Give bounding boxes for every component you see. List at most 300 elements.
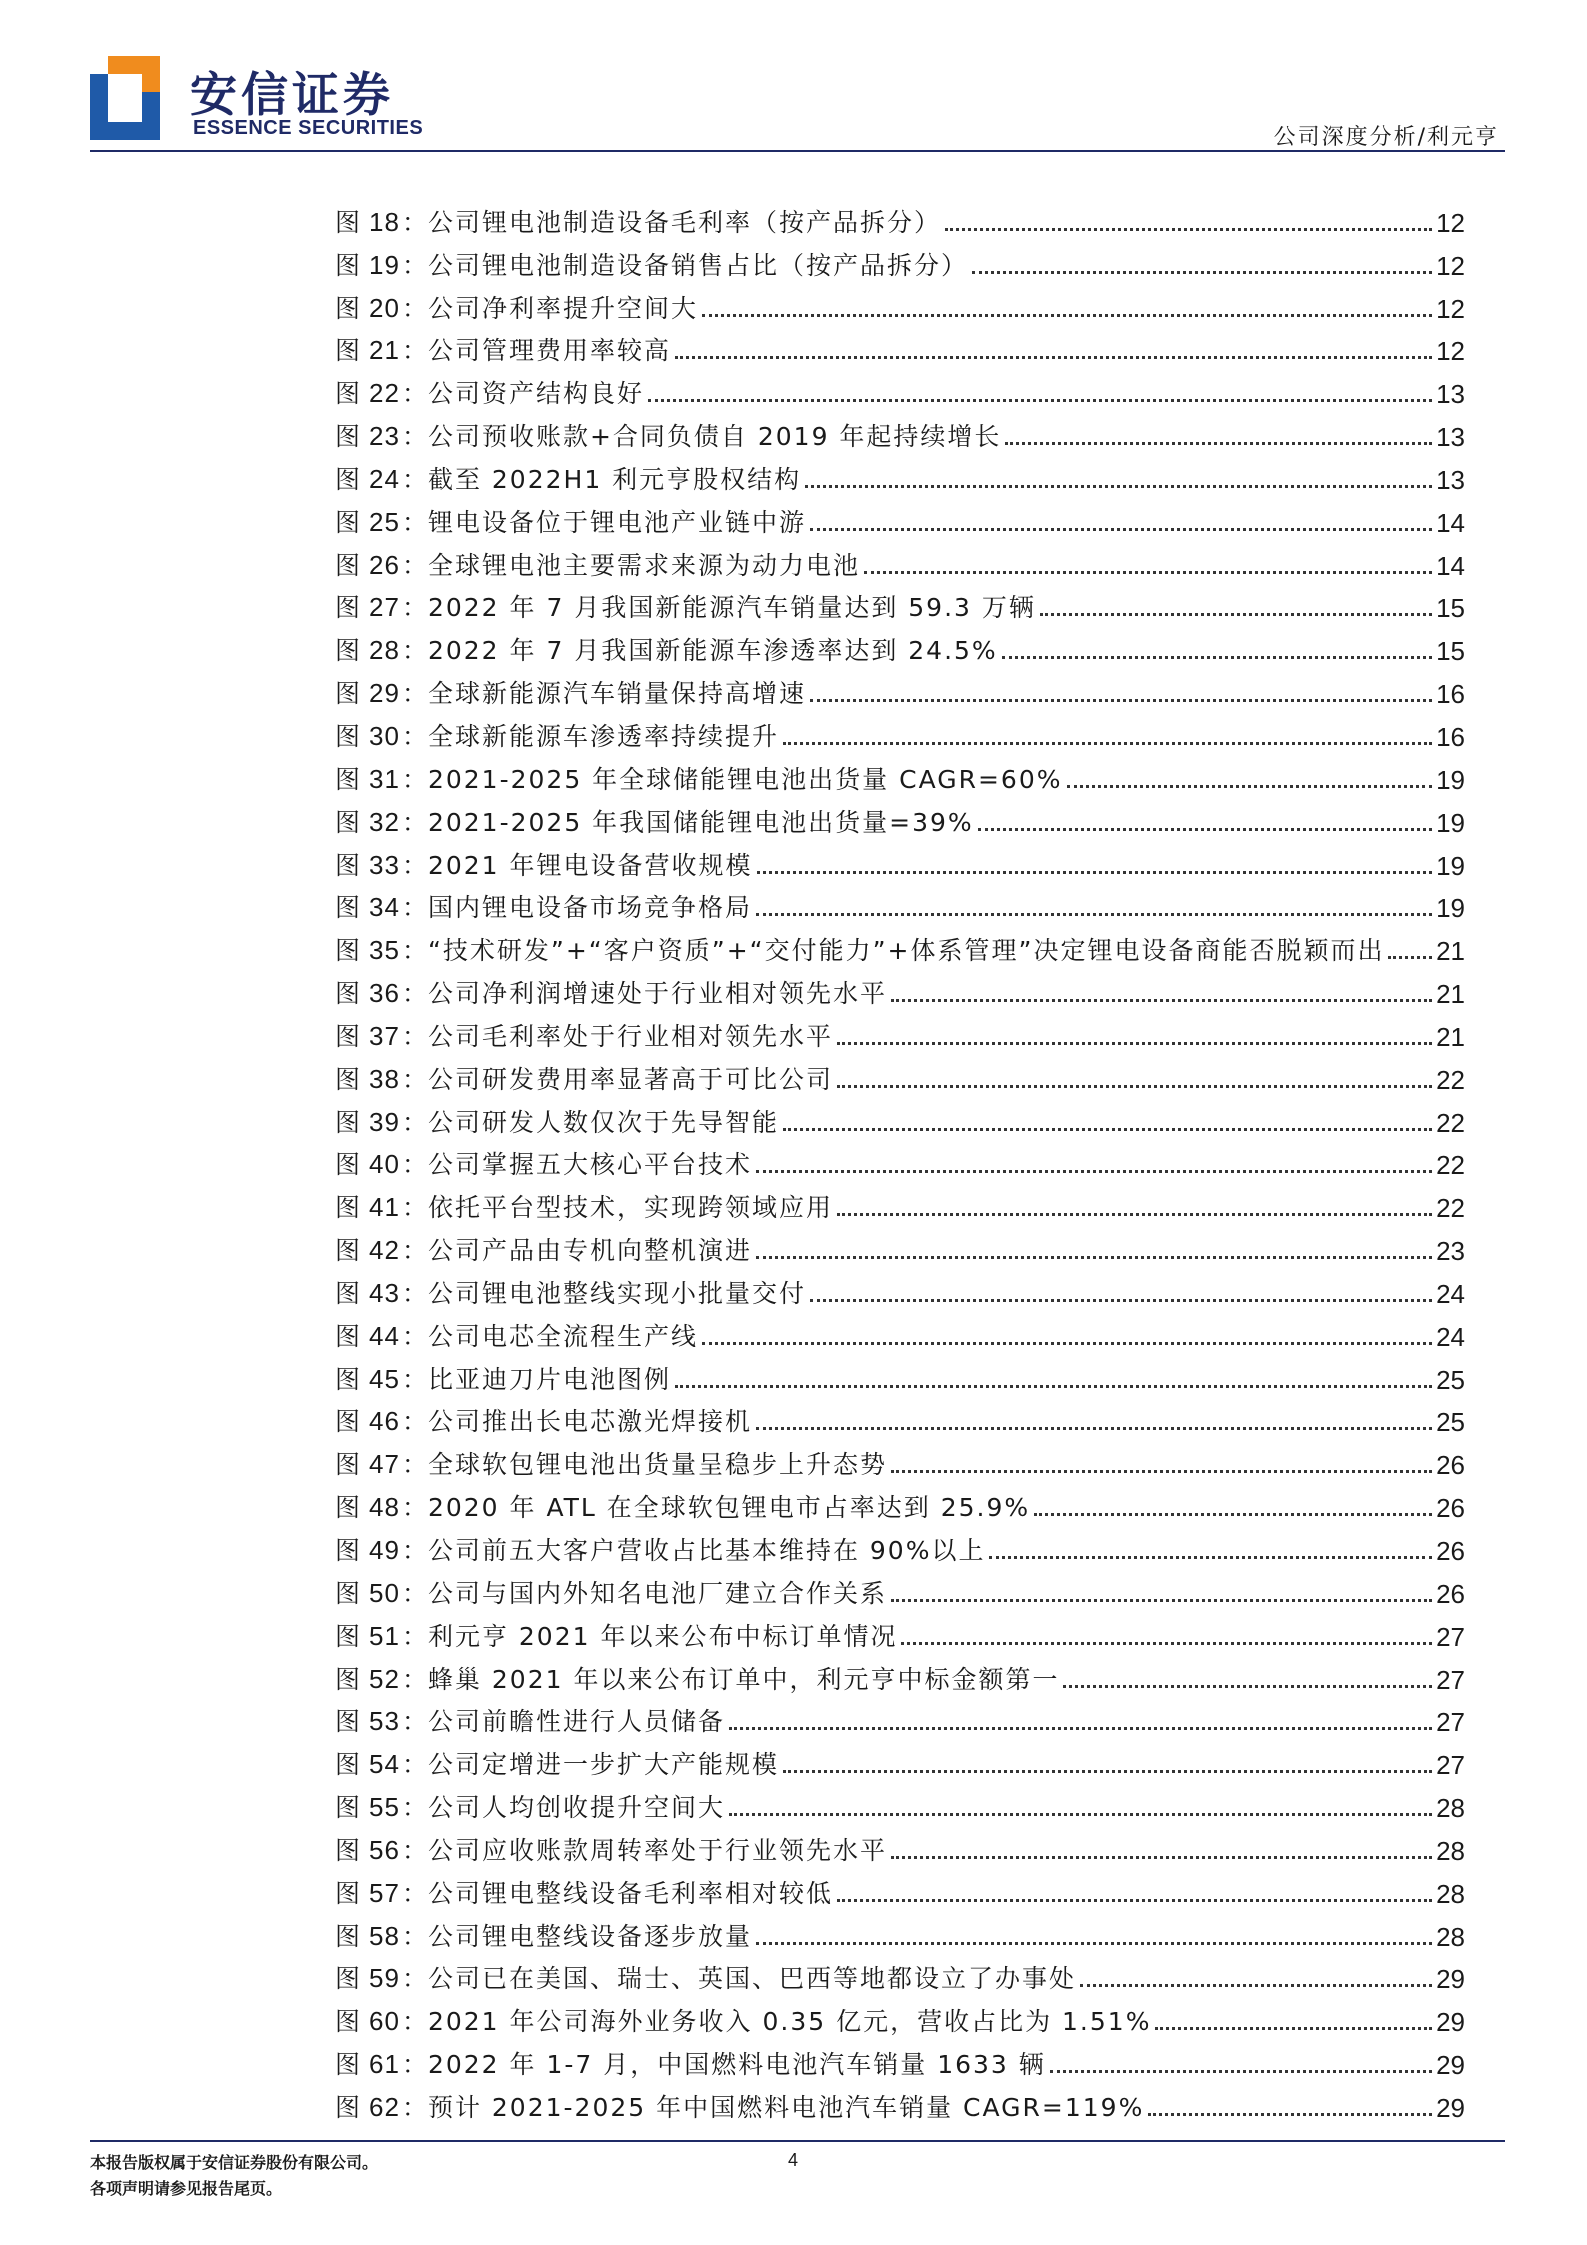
toc-figure-prefix: 图 xyxy=(335,893,362,923)
toc-title: 公司应收账款周转率处于行业领先水平 xyxy=(427,1835,887,1865)
toc-page-number: 16 xyxy=(1436,679,1465,710)
toc-figure-num: 44 xyxy=(369,1320,400,1351)
toc-figure-number xyxy=(335,1878,428,1909)
toc-page-number: 19 xyxy=(1436,893,1465,924)
toc-dot-leader xyxy=(972,271,1432,274)
toc-figure-num: 36 xyxy=(369,978,400,1009)
toc-figure-prefix: 图 xyxy=(335,2050,362,2080)
toc-figure-prefix: 图 xyxy=(335,2007,362,2037)
toc-dot-leader xyxy=(810,1299,1432,1302)
toc-title: 公司推出长电芯激光焊接机 xyxy=(427,1407,752,1437)
toc-dot-leader xyxy=(1148,2113,1432,2116)
toc-page-number: 12 xyxy=(1436,250,1465,281)
disclaimer-notice: 各项声明请参见报告尾页。 xyxy=(90,2179,283,2198)
toc-title: 公司研发人数仅次于先导智能 xyxy=(427,1107,779,1137)
toc-figure-number xyxy=(335,378,428,409)
toc-figure-prefix: 图 xyxy=(335,422,362,452)
toc-figure-number xyxy=(335,1107,428,1138)
toc-figure-num: 29 xyxy=(369,678,400,709)
toc-dot-leader xyxy=(891,1856,1432,1859)
toc-separator: ： xyxy=(401,507,428,537)
toc-separator: ： xyxy=(401,1193,428,1223)
toc-separator: ： xyxy=(401,936,428,966)
toc-separator: ： xyxy=(401,1407,428,1437)
toc-page-number: 19 xyxy=(1436,807,1465,838)
toc-title: 公司毛利率处于行业相对领先水平 xyxy=(427,1021,833,1051)
toc-figure-num: 55 xyxy=(369,1792,400,1823)
toc-figure-num: 58 xyxy=(369,1920,400,1951)
toc-entry[interactable] xyxy=(335,238,1465,281)
toc-separator: ： xyxy=(401,2092,428,2122)
toc-figure-num: 57 xyxy=(369,1877,400,1908)
toc-page-number: 14 xyxy=(1436,507,1465,538)
toc-separator: ： xyxy=(401,850,428,880)
toc-figure-num: 45 xyxy=(369,1363,400,1394)
toc-figure-prefix: 图 xyxy=(335,379,362,409)
toc-page-number: 19 xyxy=(1436,764,1465,795)
toc-separator: ： xyxy=(401,1578,428,1608)
toc-entry[interactable] xyxy=(335,281,1465,324)
toc-figure-prefix: 图 xyxy=(335,1835,362,1865)
toc-title: 2022 年 7 月我国新能源车渗透率达到 24.5% xyxy=(427,636,998,666)
toc-dot-leader xyxy=(757,871,1433,874)
toc-entry[interactable] xyxy=(335,1138,1465,1181)
toc-figure-prefix: 图 xyxy=(335,250,362,280)
toc-figure-number xyxy=(335,1578,428,1609)
toc-page-number: 13 xyxy=(1436,422,1465,453)
toc-separator: ： xyxy=(401,1707,428,1737)
toc-entry[interactable] xyxy=(335,1952,1465,1995)
toc-separator: ： xyxy=(401,1921,428,1951)
toc-figure-number xyxy=(335,250,428,281)
toc-title: 2021-2025 年我国储能锂电池出货量=39% xyxy=(427,807,974,837)
toc-figure-prefix: 图 xyxy=(335,1321,362,1351)
toc-separator: ： xyxy=(401,764,428,794)
toc-entry[interactable] xyxy=(335,1609,1465,1652)
toc-figure-prefix: 图 xyxy=(335,1964,362,1994)
toc-separator: ： xyxy=(401,1750,428,1780)
toc-dot-leader xyxy=(1063,1685,1432,1688)
toc-entry[interactable] xyxy=(335,1352,1465,1395)
toc-entry[interactable] xyxy=(335,1437,1465,1480)
toc-separator: ： xyxy=(401,1878,428,1908)
toc-figure-prefix: 图 xyxy=(335,1621,362,1651)
figure-index-list xyxy=(335,195,1465,2123)
toc-figure-prefix: 图 xyxy=(335,1021,362,1051)
toc-entry[interactable] xyxy=(335,666,1465,709)
toc-figure-prefix: 图 xyxy=(335,1064,362,1094)
toc-figure-prefix: 图 xyxy=(335,293,362,323)
toc-page-number: 25 xyxy=(1436,1364,1465,1395)
toc-figure-prefix: 图 xyxy=(335,1193,362,1223)
toc-figure-num: 35 xyxy=(369,935,400,966)
page-number: 4 xyxy=(787,2150,798,2170)
toc-title: 预计 2021-2025 年中国燃料电池汽车销量 CAGR=119% xyxy=(427,2092,1145,2122)
toc-entry[interactable] xyxy=(335,409,1465,452)
toc-figure-number xyxy=(335,335,428,366)
toc-dot-leader xyxy=(1034,1513,1432,1516)
toc-figure-num: 34 xyxy=(369,892,400,923)
toc-figure-prefix: 图 xyxy=(335,1493,362,1523)
toc-title: 公司锂电池整线实现小批量交付 xyxy=(427,1278,806,1308)
toc-figure-number xyxy=(335,550,428,581)
toc-figure-prefix: 图 xyxy=(335,1793,362,1823)
toc-figure-num: 56 xyxy=(369,1834,400,1865)
toc-entry[interactable] xyxy=(335,1480,1465,1523)
toc-entry[interactable] xyxy=(335,1737,1465,1780)
toc-page-number: 28 xyxy=(1436,1921,1465,1952)
toc-figure-prefix: 图 xyxy=(335,2092,362,2122)
toc-title: 公司资产结构良好 xyxy=(427,379,644,409)
toc-page-number: 23 xyxy=(1436,1236,1465,1267)
toc-figure-number xyxy=(335,1192,428,1223)
toc-dot-leader xyxy=(837,1042,1432,1045)
toc-entry[interactable] xyxy=(335,195,1465,238)
toc-dot-leader xyxy=(783,1770,1432,1773)
toc-figure-num: 24 xyxy=(369,463,400,494)
toc-title: 利元亨 2021 年以来公布中标订单情况 xyxy=(427,1621,898,1651)
toc-title: 比亚迪刀片电池图例 xyxy=(427,1364,671,1394)
page-header xyxy=(0,0,1587,150)
toc-figure-prefix: 图 xyxy=(335,1536,362,1565)
toc-entry[interactable] xyxy=(335,795,1465,838)
toc-entry[interactable] xyxy=(335,324,1465,367)
toc-figure-number xyxy=(335,807,428,838)
toc-dot-leader xyxy=(891,1470,1432,1473)
toc-dot-leader xyxy=(837,1213,1432,1216)
toc-page-number: 29 xyxy=(1436,2050,1465,2081)
toc-figure-number xyxy=(335,1364,428,1395)
toc-entry[interactable] xyxy=(335,1652,1465,1695)
toc-dot-leader xyxy=(783,742,1432,745)
toc-figure-num: 31 xyxy=(369,763,400,794)
toc-figure-prefix: 图 xyxy=(335,1364,362,1394)
toc-entry[interactable] xyxy=(335,1009,1465,1052)
copyright-notice: 本报告版权属于安信证券股份有限公司。 xyxy=(90,2153,379,2172)
toc-figure-prefix: 图 xyxy=(335,850,362,880)
toc-dot-leader xyxy=(1388,956,1432,959)
toc-figure-prefix: 图 xyxy=(335,1278,362,1308)
toc-entry[interactable] xyxy=(335,1395,1465,1438)
toc-title: 2022 年 1-7 月，中国燃料电池汽车销量 1633 辆 xyxy=(427,2050,1046,2080)
toc-separator: ： xyxy=(401,207,428,237)
toc-figure-number xyxy=(335,678,428,709)
toc-figure-num: 42 xyxy=(369,1235,400,1266)
toc-separator: ： xyxy=(401,1835,428,1865)
toc-page-number: 12 xyxy=(1436,293,1465,324)
toc-figure-num: 50 xyxy=(369,1577,400,1608)
toc-page-number: 25 xyxy=(1436,1407,1465,1438)
toc-figure-number xyxy=(335,464,428,495)
toc-page-number: 21 xyxy=(1436,936,1465,967)
toc-page-number: 22 xyxy=(1436,1107,1465,1138)
toc-figure-prefix: 图 xyxy=(335,1750,362,1780)
toc-figure-num: 59 xyxy=(369,1963,400,1994)
toc-page-number: 24 xyxy=(1436,1278,1465,1309)
toc-entry[interactable] xyxy=(335,1566,1465,1609)
toc-page-number: 12 xyxy=(1436,336,1465,367)
toc-page-number: 21 xyxy=(1436,1021,1465,1052)
toc-entry[interactable] xyxy=(335,1866,1465,1909)
toc-figure-num: 51 xyxy=(369,1620,400,1651)
toc-separator: ： xyxy=(401,679,428,709)
toc-dot-leader xyxy=(891,1599,1432,1602)
toc-figure-number xyxy=(335,635,428,666)
toc-figure-number xyxy=(335,935,428,966)
toc-entry[interactable] xyxy=(335,923,1465,966)
toc-page-number: 26 xyxy=(1436,1578,1465,1609)
toc-figure-number xyxy=(335,1278,428,1309)
toc-entry[interactable] xyxy=(335,1523,1465,1566)
toc-title: 公司掌握五大核心平台技术 xyxy=(427,1150,752,1180)
toc-dot-leader xyxy=(729,1813,1432,1816)
toc-separator: ： xyxy=(401,1536,428,1565)
toc-figure-number xyxy=(335,1321,428,1352)
toc-page-number: 29 xyxy=(1436,2092,1465,2123)
toc-figure-number xyxy=(335,1749,428,1780)
toc-figure-number xyxy=(335,592,428,623)
toc-entry[interactable] xyxy=(335,1266,1465,1309)
toc-title: 全球软包锂电池出货量呈稳步上升态势 xyxy=(427,1450,887,1480)
toc-entry[interactable] xyxy=(335,1309,1465,1352)
toc-entry[interactable] xyxy=(335,1823,1465,1866)
toc-dot-leader xyxy=(756,1942,1432,1945)
toc-figure-num: 60 xyxy=(369,2006,400,2037)
toc-title: 公司定增进一步扩大产能规模 xyxy=(427,1750,779,1780)
toc-page-number: 27 xyxy=(1436,1707,1465,1738)
toc-dot-leader xyxy=(756,1427,1432,1430)
toc-entry[interactable] xyxy=(335,366,1465,409)
toc-figure-num: 43 xyxy=(369,1277,400,1308)
toc-dot-leader xyxy=(756,913,1432,916)
toc-separator: ： xyxy=(401,336,428,366)
toc-page-number: 28 xyxy=(1436,1878,1465,1909)
toc-title: 公司人均创收提升空间大 xyxy=(427,1793,725,1823)
toc-title: 公司管理费用率较高 xyxy=(427,336,671,366)
toc-entry[interactable] xyxy=(335,1780,1465,1823)
toc-figure-prefix: 图 xyxy=(335,721,362,751)
toc-title: 公司净利率提升空间大 xyxy=(427,293,698,323)
toc-figure-number xyxy=(335,764,428,795)
toc-title: “技术研发”+“客户资质”+“交付能力”+体系管理”决定锂电设备商能否脱颖而出 xyxy=(427,936,1385,966)
toc-entry[interactable] xyxy=(335,1180,1465,1223)
toc-figure-number xyxy=(335,507,428,538)
toc-figure-num: 48 xyxy=(369,1492,400,1523)
toc-page-number: 13 xyxy=(1436,379,1465,410)
toc-page-number: 27 xyxy=(1436,1664,1465,1695)
toc-entry[interactable] xyxy=(335,1052,1465,1095)
toc-figure-prefix: 图 xyxy=(335,336,362,366)
toc-dot-leader xyxy=(1050,2070,1432,2073)
toc-figure-num: 21 xyxy=(369,335,400,366)
toc-title: 公司锂电整线设备毛利率相对较低 xyxy=(427,1878,833,1908)
toc-figure-num: 18 xyxy=(369,206,400,237)
toc-page-number: 14 xyxy=(1436,550,1465,581)
toc-entry[interactable] xyxy=(335,709,1465,752)
toc-figure-prefix: 图 xyxy=(335,979,362,1009)
toc-dot-leader xyxy=(810,528,1432,531)
toc-dot-leader xyxy=(702,314,1432,317)
toc-figure-prefix: 图 xyxy=(335,807,362,837)
toc-dot-leader xyxy=(702,1342,1432,1345)
toc-entry[interactable] xyxy=(335,1223,1465,1266)
toc-figure-number xyxy=(335,421,428,452)
toc-figure-prefix: 图 xyxy=(335,1450,362,1480)
toc-figure-num: 19 xyxy=(369,249,400,280)
toc-figure-prefix: 图 xyxy=(335,1107,362,1137)
toc-dot-leader xyxy=(989,1556,1432,1559)
toc-separator: ： xyxy=(401,379,428,409)
toc-figure-prefix: 图 xyxy=(335,1578,362,1608)
toc-title: 公司前五大客户营收占比基本维持在 90%以上 xyxy=(427,1536,986,1565)
toc-figure-num: 62 xyxy=(369,2091,400,2122)
toc-separator: ： xyxy=(401,1364,428,1394)
toc-figure-prefix: 图 xyxy=(335,507,362,537)
toc-title: 2020 年 ATL 在全球软包锂电市占率达到 25.9% xyxy=(427,1493,1031,1523)
toc-entry[interactable] xyxy=(335,2080,1465,2123)
toc-title: 锂电设备位于锂电池产业链中游 xyxy=(427,507,806,537)
toc-title: 公司已在美国、瑞士、英国、巴西等地都设立了办事处 xyxy=(427,1964,1076,1994)
toc-title: 2022 年 7 月我国新能源汽车销量达到 59.3 万辆 xyxy=(427,593,1036,623)
toc-title: 公司锂电整线设备逐步放量 xyxy=(427,1921,752,1951)
toc-separator: ： xyxy=(401,636,428,666)
toc-separator: ： xyxy=(401,1493,428,1523)
toc-page-number: 15 xyxy=(1436,593,1465,624)
toc-separator: ： xyxy=(401,1278,428,1308)
toc-figure-number xyxy=(335,1664,428,1695)
toc-separator: ： xyxy=(401,1450,428,1480)
toc-entry[interactable] xyxy=(335,623,1465,666)
toc-separator: ： xyxy=(401,2050,428,2080)
toc-figure-num: 61 xyxy=(369,2049,400,2080)
toc-separator: ： xyxy=(401,807,428,837)
toc-dot-leader xyxy=(1040,613,1432,616)
toc-title: 依托平台型技术，实现跨领域应用 xyxy=(427,1193,833,1223)
toc-entry[interactable] xyxy=(335,538,1465,581)
toc-figure-prefix: 图 xyxy=(335,936,362,966)
toc-entry[interactable] xyxy=(335,838,1465,881)
toc-title: 公司净利润增速处于行业相对领先水平 xyxy=(427,979,887,1009)
toc-entry[interactable] xyxy=(335,2037,1465,2080)
toc-title: 全球新能源汽车销量保持高增速 xyxy=(427,679,806,709)
toc-separator: ： xyxy=(401,1964,428,1994)
toc-figure-prefix: 图 xyxy=(335,1921,362,1951)
toc-title: 2021-2025 年全球储能锂电池出货量 CAGR=60% xyxy=(427,764,1063,794)
toc-page-number: 27 xyxy=(1436,1750,1465,1781)
toc-separator: ： xyxy=(401,1021,428,1051)
toc-figure-number xyxy=(335,1406,428,1437)
toc-entry[interactable] xyxy=(335,752,1465,795)
toc-separator: ： xyxy=(401,293,428,323)
toc-page-number: 28 xyxy=(1436,1835,1465,1866)
toc-figure-num: 33 xyxy=(369,849,400,880)
toc-dot-leader xyxy=(891,999,1432,1002)
toc-figure-num: 53 xyxy=(369,1706,400,1737)
toc-entry[interactable] xyxy=(335,452,1465,495)
toc-dot-leader xyxy=(864,571,1432,574)
toc-dot-leader xyxy=(648,399,1432,402)
toc-figure-prefix: 图 xyxy=(335,1407,362,1437)
toc-title: 公司锂电池制造设备销售占比（按产品拆分） xyxy=(427,250,968,280)
logo-english-name: ESSENCE SECURITIES xyxy=(193,117,424,139)
toc-title: 2021 年锂电设备营收规模 xyxy=(427,850,753,880)
toc-separator: ： xyxy=(401,593,428,623)
toc-entry[interactable] xyxy=(335,966,1465,1009)
toc-title: 公司产品由专机向整机演进 xyxy=(427,1236,752,1266)
toc-entry[interactable] xyxy=(335,581,1465,624)
toc-entry[interactable] xyxy=(335,1095,1465,1138)
toc-figure-number xyxy=(335,1792,428,1823)
toc-figure-number xyxy=(335,1449,428,1480)
toc-figure-number xyxy=(335,1835,428,1866)
toc-dot-leader xyxy=(675,356,1432,359)
toc-figure-number xyxy=(335,850,428,881)
toc-entry[interactable] xyxy=(335,881,1465,924)
toc-title: 2021 年公司海外业务收入 0.35 亿元，营收占比为 1.51% xyxy=(427,2007,1152,2037)
toc-dot-leader xyxy=(805,485,1432,488)
toc-separator: ： xyxy=(401,2007,428,2037)
toc-dot-leader xyxy=(1155,2027,1432,2030)
toc-title: 公司与国内外知名电池厂建立合作关系 xyxy=(427,1578,887,1608)
toc-separator: ： xyxy=(401,1236,428,1266)
toc-entry[interactable] xyxy=(335,1994,1465,2037)
toc-figure-num: 32 xyxy=(369,806,400,837)
toc-title: 国内锂电设备市场竞争格局 xyxy=(427,893,752,923)
toc-dot-leader xyxy=(729,1727,1432,1730)
toc-page-number: 28 xyxy=(1436,1793,1465,1824)
toc-page-number: 22 xyxy=(1436,1193,1465,1224)
toc-separator: ： xyxy=(401,1664,428,1694)
toc-figure-number xyxy=(335,2049,428,2080)
toc-separator: ： xyxy=(401,979,428,1009)
toc-figure-number xyxy=(335,721,428,752)
essence-logo-icon xyxy=(90,56,160,140)
toc-figure-num: 23 xyxy=(369,421,400,452)
toc-dot-leader xyxy=(783,1128,1432,1131)
toc-dot-leader xyxy=(675,1385,1432,1388)
toc-page-number: 26 xyxy=(1436,1536,1465,1566)
toc-figure-number xyxy=(335,2006,428,2037)
toc-figure-prefix: 图 xyxy=(335,1150,362,1180)
toc-entry[interactable] xyxy=(335,1909,1465,1952)
toc-page-number: 29 xyxy=(1436,1964,1465,1995)
toc-dot-leader xyxy=(1002,656,1432,659)
toc-page-number: 22 xyxy=(1436,1150,1465,1181)
toc-separator: ： xyxy=(401,893,428,923)
toc-dot-leader xyxy=(810,699,1432,702)
toc-entry[interactable] xyxy=(335,495,1465,538)
toc-title: 截至 2022H1 利元亨股权结构 xyxy=(427,464,802,494)
toc-title: 公司预收账款+合同负债自 2019 年起持续增长 xyxy=(427,422,1002,452)
toc-figure-num: 49 xyxy=(369,1535,400,1565)
toc-figure-num: 26 xyxy=(369,549,400,580)
toc-dot-leader xyxy=(1067,785,1433,788)
toc-figure-prefix: 图 xyxy=(335,464,362,494)
toc-figure-num: 37 xyxy=(369,1020,400,1051)
logo-chinese-name: 安信证券 xyxy=(190,68,394,123)
toc-page-number: 29 xyxy=(1436,2007,1465,2038)
toc-figure-num: 47 xyxy=(369,1449,400,1480)
toc-page-number: 15 xyxy=(1436,636,1465,667)
toc-page-number: 12 xyxy=(1436,207,1465,238)
toc-figure-number xyxy=(335,1064,428,1095)
toc-separator: ： xyxy=(401,1107,428,1137)
toc-separator: ： xyxy=(401,721,428,751)
toc-entry[interactable] xyxy=(335,1695,1465,1738)
toc-dot-leader xyxy=(945,228,1432,231)
toc-figure-num: 25 xyxy=(369,506,400,537)
document-type: 公司深度分析/利元亨 xyxy=(1273,125,1499,150)
